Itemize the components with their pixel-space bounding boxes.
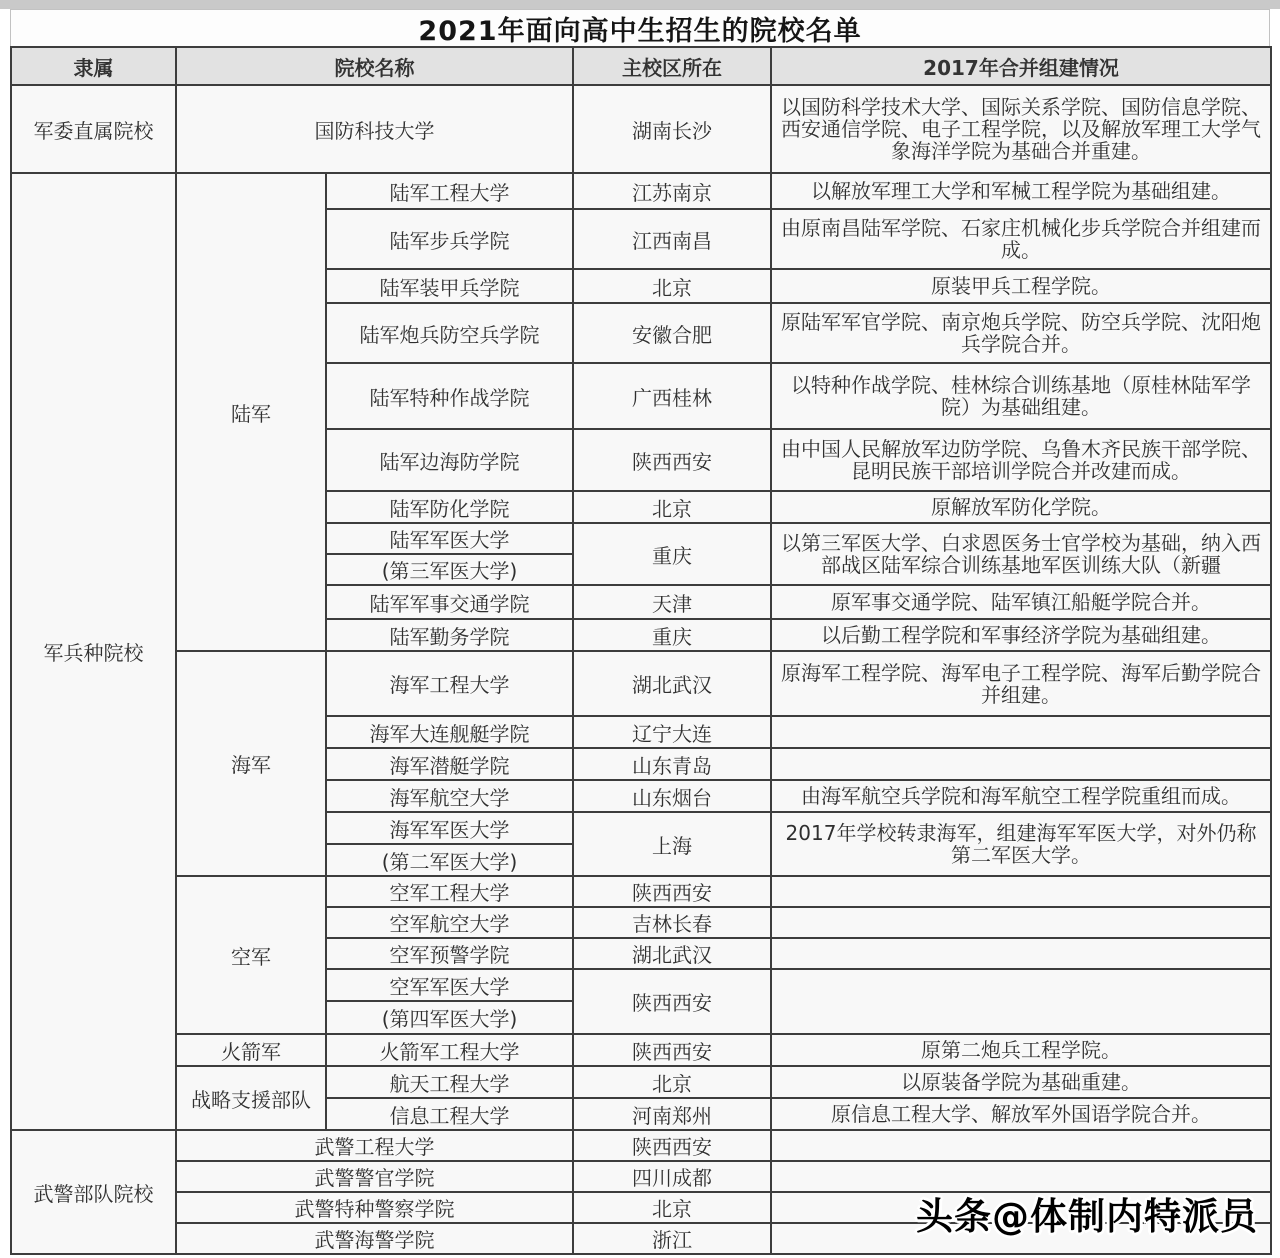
location-cell: 北京 [573,1192,771,1223]
location-cell: 辽宁大连 [573,716,771,748]
school-name-cell: 陆军装甲兵学院 [326,269,573,303]
watermark: 头条@体制内特派员 [916,1195,1258,1238]
group-cell: 海军 [176,651,326,876]
table-row [11,1066,1271,1098]
school-name-cell: 陆军步兵学院 [326,209,573,269]
school-name-cell: 陆军炮兵防空兵学院 [326,303,573,363]
school-name-cell: 武警警官学院 [176,1161,573,1192]
table-row [11,1034,1271,1066]
academy-table [10,46,1272,1255]
school-name-alt-cell: (第四军医大学) [326,1001,573,1034]
location-cell: 陕西西安 [573,876,771,907]
school-name-cell: 国防科技大学 [176,85,573,173]
merge-info-cell [771,969,1271,1034]
table-row [11,876,1271,907]
school-name-cell: 空军航空大学 [326,907,573,938]
location-cell: 河南郑州 [573,1098,771,1130]
location-cell: 陕西西安 [573,969,771,1034]
table-row [11,1130,1271,1161]
location-cell: 吉林长春 [573,907,771,938]
merge-info-cell: 原第二炮兵工程学院。 [771,1034,1271,1066]
school-name-cell: 陆军勤务学院 [326,619,573,651]
location-cell: 四川成都 [573,1161,771,1192]
page-title: 2021年面向高中生招生的院校名单 [418,15,862,47]
school-name-cell: 陆军工程大学 [326,173,573,209]
merge-info-cell: 由海军航空兵学院和海军航空工程学院重组而成。 [771,780,1271,812]
title-box [10,9,1270,46]
school-name-cell: 空军工程大学 [326,876,573,907]
school-name-cell: 火箭军工程大学 [326,1034,573,1066]
table-row [11,85,1271,173]
section-cell: 武警部队院校 [11,1130,176,1254]
merge-info-cell [771,907,1271,938]
header-row [11,47,1271,85]
merge-info-cell [771,716,1271,748]
merge-info-cell [771,1130,1271,1161]
merge-info-cell [771,938,1271,969]
location-cell: 湖南长沙 [573,85,771,173]
merge-info-cell: 由中国人民解放军边防学院、乌鲁木齐民族干部学院、昆明民族干部培训学院合并改建而成。 [771,429,1271,491]
merge-info-cell: 原解放军防化学院。 [771,491,1271,523]
school-name-cell: 海军潜艇学院 [326,748,573,780]
location-cell: 重庆 [573,619,771,651]
location-cell: 浙江 [573,1223,771,1254]
school-name-cell: 海军航空大学 [326,780,573,812]
school-name-cell: 信息工程大学 [326,1098,573,1130]
school-name-cell: 武警特种警察学院 [176,1192,573,1223]
school-name-cell: 陆军军医大学 [326,523,573,554]
location-cell: 广西桂林 [573,363,771,429]
merge-info-cell: 2017年学校转隶海军，组建海军军医大学，对外仍称第二军医大学。 [771,812,1271,876]
merge-info-cell: 以解放军理工大学和军械工程学院为基础组建。 [771,173,1271,209]
school-name-cell: 航天工程大学 [326,1066,573,1098]
merge-info-cell: 原军事交通学院、陆军镇江船艇学院合并。 [771,585,1271,619]
school-name-cell: 陆军特种作战学院 [326,363,573,429]
location-cell: 安徽合肥 [573,303,771,363]
column-header-merge-2017: 2017年合并组建情况 [771,47,1271,85]
merge-info-cell: 原陆军军官学院、南京炮兵学院、防空兵学院、沈阳炮兵学院合并。 [771,303,1271,363]
merge-info-cell: 原装甲兵工程学院。 [771,269,1271,303]
school-name-cell: 武警工程大学 [176,1130,573,1161]
school-name-cell: 武警海警学院 [176,1223,573,1254]
location-cell: 上海 [573,812,771,876]
location-cell: 山东青岛 [573,748,771,780]
school-name-cell: 陆军边海防学院 [326,429,573,491]
column-header-school-name: 院校名称 [176,47,573,85]
location-cell: 陕西西安 [573,1034,771,1066]
table-row [11,651,1271,716]
location-cell: 江西南昌 [573,209,771,269]
location-cell: 江苏南京 [573,173,771,209]
location-cell: 陕西西安 [573,429,771,491]
school-name-alt-cell: (第二军医大学) [326,844,573,876]
location-cell: 北京 [573,269,771,303]
group-cell: 空军 [176,876,326,1034]
location-cell: 北京 [573,491,771,523]
location-cell: 陕西西安 [573,1130,771,1161]
table-row [11,173,1271,209]
school-name-cell: 海军工程大学 [326,651,573,716]
school-name-alt-cell: (第三军医大学) [326,554,573,585]
school-name-cell: 海军大连舰艇学院 [326,716,573,748]
school-name-cell: 海军军医大学 [326,812,573,844]
column-header-affiliation: 隶属 [11,47,176,85]
section-cell: 军兵种院校 [11,173,176,1130]
location-cell: 北京 [573,1066,771,1098]
location-cell: 湖北武汉 [573,938,771,969]
group-cell: 火箭军 [176,1034,326,1066]
merge-info-cell: 以国防科学技术大学、国际关系学院、国防信息学院、西安通信学院、电子工程学院，以及解放军理工大学气象海洋学院为基础合并重建。 [771,85,1271,173]
section-cell: 军委直属院校 [11,85,176,173]
column-header-campus-location: 主校区所在 [573,47,771,85]
merge-info-cell: 原信息工程大学、解放军外国语学院合并。 [771,1098,1271,1130]
merge-info-cell: 以原装备学院为基础重建。 [771,1066,1271,1098]
location-cell: 重庆 [573,523,771,585]
merge-info-cell [771,876,1271,907]
merge-info-cell: 以特种作战学院、桂林综合训练基地（原桂林陆军学院）为基础组建。 [771,363,1271,429]
location-cell: 湖北武汉 [573,651,771,716]
location-cell: 天津 [573,585,771,619]
merge-info-cell: 以第三军医大学、白求恩医务士官学校为基础，纳入西部战区陆军综合训练基地军医训练大队（新疆 [771,523,1271,585]
location-cell: 山东烟台 [573,780,771,812]
group-cell: 战略支援部队 [176,1066,326,1130]
merge-info-cell: 原海军工程学院、海军电子工程学院、海军后勤学院合并组建。 [771,651,1271,716]
school-name-cell: 空军军医大学 [326,969,573,1001]
group-cell: 陆军 [176,173,326,651]
merge-info-cell: 以后勤工程学院和军事经济学院为基础组建。 [771,619,1271,651]
merge-info-cell: 由原南昌陆军学院、石家庄机械化步兵学院合并组建而成。 [771,209,1271,269]
school-name-cell: 空军预警学院 [326,938,573,969]
school-name-cell: 陆军军事交通学院 [326,585,573,619]
merge-info-cell [771,748,1271,780]
school-name-cell: 陆军防化学院 [326,491,573,523]
